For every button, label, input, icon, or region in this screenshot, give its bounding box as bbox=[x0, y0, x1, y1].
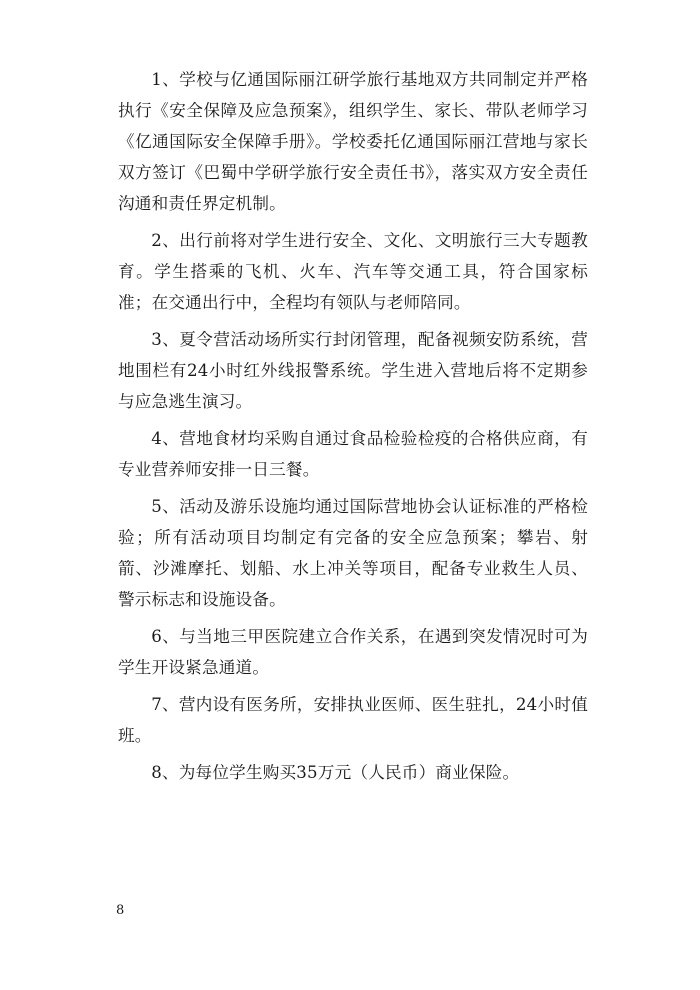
paragraph-1: 1、学校与亿通国际丽江研学旅行基地双方共同制定并严格执行《安全保障及应急预案》，组织学生、家长、带队老师学习《亿通国际安全保障手册》。学校委托亿通国际丽江营地与家长双方签订《巴蜀中学研学旅行安全责任书》，落实双方安全责任沟通和责任界定机制。 bbox=[118, 70, 588, 213]
paragraph-5: 5、活动及游乐设施均通过国际营地协会认证标准的严格检验；所有活动项目均制定有完备的安全应急预案；攀岩、射箭、沙滩摩托、划船、水上冲关等项目，配备专业救生人员、警示标志和设施设备。 bbox=[118, 497, 588, 609]
document-body bbox=[118, 64, 588, 794]
paragraph-2: 2、出行前将对学生进行安全、文化、文明旅行三大专题教育。学生搭乘的飞机、火车、汽车等交通工具，符合国家标准；在交通出行中，全程均有领队与老师陪同。 bbox=[118, 231, 588, 312]
page-number: 8 bbox=[116, 903, 125, 918]
paragraph-6: 6、与当地三甲医院建立合作关系，在遇到突发情况时可为学生开设紧急通道。 bbox=[118, 627, 588, 677]
paragraph-7: 7、营内设有医务所，安排执业医师、医生驻扎，24小时值班。 bbox=[118, 695, 588, 745]
paragraph-3: 3、夏令营活动场所实行封闭管理，配备视频安防系统，营地围栏有24小时红外线报警系统。学生进入营地后将不定期参与应急逃生演习。 bbox=[118, 330, 588, 411]
paragraph-4: 4、营地食材均采购自通过食品检验检疫的合格供应商，有专业营养师安排一日三餐。 bbox=[118, 429, 588, 479]
paragraph-8: 8、为每位学生购买35万元（人民币）商业保险。 bbox=[151, 763, 520, 782]
